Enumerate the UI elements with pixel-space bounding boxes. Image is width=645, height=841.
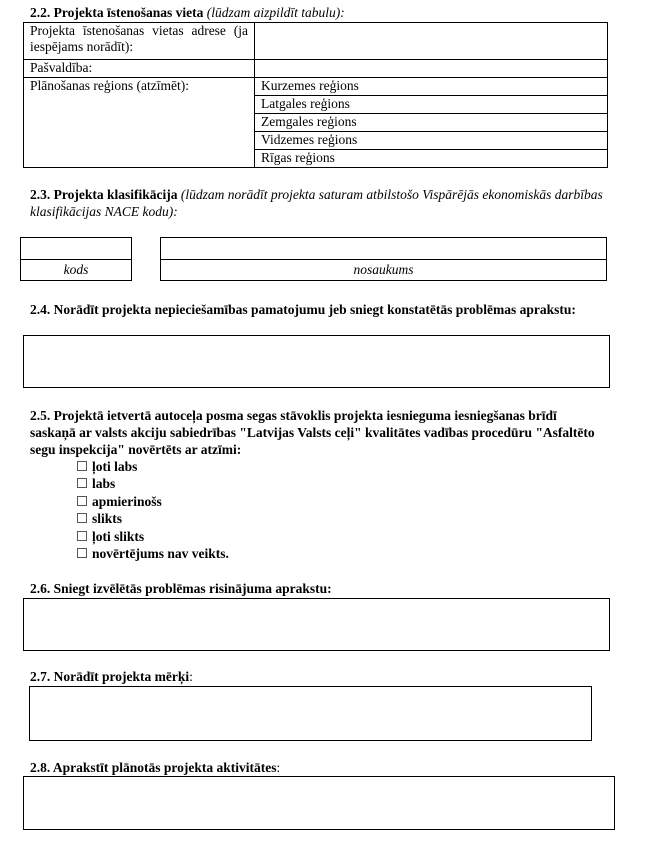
section-2-2-note: (lūdzam aizpildīt tabulu): <box>206 5 345 20</box>
section-2-3-note: (lūdzam norādīt projekta saturam atbilstošo Vispārējās ekonomiskās darbības klasifikācijas NACE kodu): <box>30 187 603 219</box>
checkbox-icon[interactable] <box>77 461 87 471</box>
nace-name-field[interactable] <box>160 237 607 260</box>
rating-option-good[interactable]: labs <box>77 476 115 492</box>
region-option[interactable]: Zemgales reģions <box>255 114 608 132</box>
section-2-6-title: 2.6. Sniegt izvēlētās problēmas risinājuma aprakstu: <box>30 581 332 596</box>
section-2-7-title: 2.7. Norādīt projekta mērķi <box>30 669 190 684</box>
section-2-2-title: 2.2. Projekta īstenošanas vieta <box>30 5 204 20</box>
municipality-label: Pašvaldība: <box>24 60 255 78</box>
region-label: Plānošanas reģions (atzīmēt): <box>24 78 255 168</box>
region-option[interactable]: Kurzemes reģions <box>255 78 608 96</box>
checkbox-icon[interactable] <box>77 531 87 541</box>
section-2-7-textarea[interactable] <box>29 686 592 741</box>
checkbox-icon[interactable] <box>77 548 87 558</box>
section-2-8-title: 2.8. Aprakstīt plānotās projekta aktivitātes <box>30 760 277 775</box>
location-table <box>23 22 608 168</box>
region-option[interactable]: Latgales reģions <box>255 96 608 114</box>
section-2-5-title: 2.5. Projektā ietvertā autoceļa posma segas stāvoklis projekta iesnieguma iesniegšanas brīdī saskaņā ar valsts akciju sabiedrības "Latvijas Valsts ceļi" kvalitātes vadības procedūru "Asfaltēto segu inspekcija" novērtēts ar atzīmi: <box>30 408 595 457</box>
address-field[interactable] <box>255 23 608 60</box>
rating-option-bad[interactable]: slikts <box>77 511 122 527</box>
checkbox-icon[interactable] <box>77 513 87 523</box>
region-option[interactable]: Vidzemes reģions <box>255 132 608 150</box>
rating-option-not-assessed[interactable]: novērtējums nav veikts. <box>77 546 229 562</box>
checkbox-icon[interactable] <box>77 478 87 488</box>
address-label: Projekta īstenošanas vietas adrese (ja iespējams norādīt): <box>24 23 255 60</box>
nace-code-label: kods <box>63 262 89 277</box>
section-2-2-heading <box>30 5 630 21</box>
rating-option-satisfactory[interactable]: apmierinošs <box>77 494 162 510</box>
section-2-6-textarea[interactable] <box>23 598 610 651</box>
nace-name-label: nosaukums <box>353 262 414 277</box>
region-option[interactable]: Rīgas reģions <box>255 150 608 168</box>
checkbox-icon[interactable] <box>77 496 87 506</box>
section-2-4-textarea[interactable] <box>23 335 610 388</box>
municipality-field[interactable] <box>255 60 608 78</box>
section-2-7-heading: 2.7. Norādīt projekta mērķi: <box>30 669 193 684</box>
nace-code-field[interactable] <box>20 237 132 260</box>
section-2-3-heading <box>30 186 620 220</box>
section-2-3-title: 2.3. Projekta klasifikācija <box>30 187 178 202</box>
rating-option-very-good[interactable]: ļoti labs <box>77 459 137 475</box>
section-2-4-title: 2.4. Norādīt projekta nepieciešamības pamatojumu jeb sniegt konstatētās problēmas aprakstu: <box>30 302 576 317</box>
section-2-8-textarea[interactable] <box>23 776 615 830</box>
section-2-8-heading: 2.8. Aprakstīt plānotās projekta aktivitātes: <box>30 760 281 775</box>
rating-option-very-bad[interactable]: ļoti slikts <box>77 529 144 545</box>
